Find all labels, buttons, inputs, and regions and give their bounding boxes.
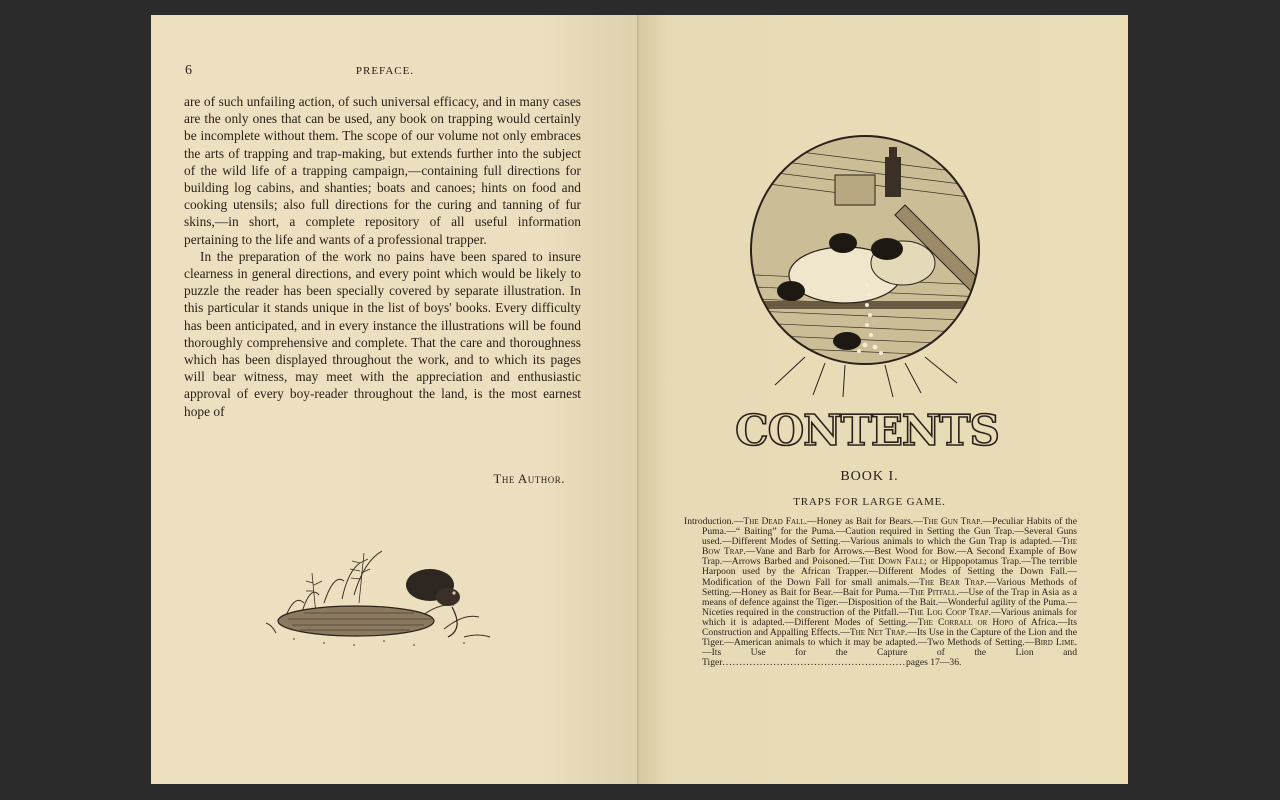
right-page [639,15,1128,784]
contents-topic: The Net Trap [849,627,905,639]
contents-illustration [735,135,1025,455]
contents-topic: Bird Lime [1034,637,1075,649]
running-head: PREFACE. [355,65,415,77]
contents-text: .—Its Use in the Capture of the Lion and the Tiger.—American animals to which it may be adapted.—Two Methods of Setting.— [702,627,1077,649]
section-heading: TRAPS FOR LARGE GAME. [793,496,946,508]
book-spread [151,15,1128,784]
contents-topic: The Bow Trap [702,536,1077,558]
contents-text: .—Peculiar Habits of the Puma.—“ Baiting” for the Puma.—Caution required in Setting the Gun Trap.—Several Guns used.—Different Modes of Setting.—Various animals to which the Gun Trap is adapted.— [702,516,1077,548]
contents-topic: The Corrall or Hopo [917,616,1014,628]
contents-text: .—Various animals for which it is adapted.—Different Modes of Setting.— [702,606,1077,628]
contents-title: CONTENTS [735,406,999,455]
dot-leader: ...................................................... [722,657,906,669]
left-page [151,15,639,784]
page-number: 6 [185,63,192,78]
page-range: pages 17—36. [905,657,962,669]
contents-text: .—Its Use for the Capture of the Lion and Tiger [702,637,1078,669]
contents-topic: The Dead Fall [743,516,805,527]
contents-text: .—Honey as Bait for Bears.— [804,516,923,527]
contents-text: Introduction.— [684,516,744,527]
contents-text: of Africa.—Its Construction and Appalling Effects.— [702,616,1077,639]
contents-topic: The Bear Trap [919,576,985,588]
contents-text: .—Use of the Trap in Asia as a means of defence against the Tiger.—Disposition of the Bait.—Wonderful agility of the Puma.—Niceties required in the construction of the Pitfall.— [702,586,1078,618]
contents-text: .—Various Methods of Setting.—Honey as Bait for Bear.—Bait for Puma.— [702,576,1077,598]
preface-paragraph: In the preparation of the work no pains have been spared to insure clearness in general directions, and every point which would be likely to puzzle the reader has been specially covered by separate illustration. In this particular it stands unique in the list of boys' books. Every difficulty has been anticipated, and in every instance the illustrations will be found thoroughly comprehensive and complete. That the care and thoroughness which has been displayed throughout the work, and to which its pages will bear witness, may meet with the appreciation and enthusiastic approval of every boy-reader throughout the land, is the most earnest hope of [184,248,581,419]
contents-topic: The Gun Trap [922,516,981,527]
preface-paragraph: are of such unfailing action, of such universal efficacy, and in many cases are the only ones that can be used, any book on trapping would certainly be incomplete without them. The scope of our volume not only embraces the arts of trapping and trap-making, but extends further into the subject of the wild life of a trapping campaign,—containing full directions for building log cabins, and shanties; boats and canoes; hints on food and cooking utensils; also full directions for the curing and tanning of fur skins,—in short, a complete repository of all useful information pertaining to the life and wants of a professional trapper. [184,94,581,247]
contents-topic: The Log Coop Trap [908,606,989,618]
contents-text: .—Vane and Barb for Arrows.—Best Wood for Bow.—A Second Example of Bow Trap.—Arrows Barbed and Poisoned.— [702,546,1078,568]
contents-topic: The Pitfall [909,586,957,598]
book-heading: BOOK I. [840,469,899,484]
contents-topic: The Down Fall [859,556,925,568]
preface-body [184,93,581,420]
author-signature: The Author. [493,471,565,486]
tailpiece-illustration [264,533,496,651]
contents-text: ; or Hippopotamus Trap.—The terrible Harpoon used by the African Trapper.—Different Modes of Setting the Down Fall.—Modification of the Down Fall for small animals.— [702,556,1077,588]
contents-entry [684,517,1077,668]
